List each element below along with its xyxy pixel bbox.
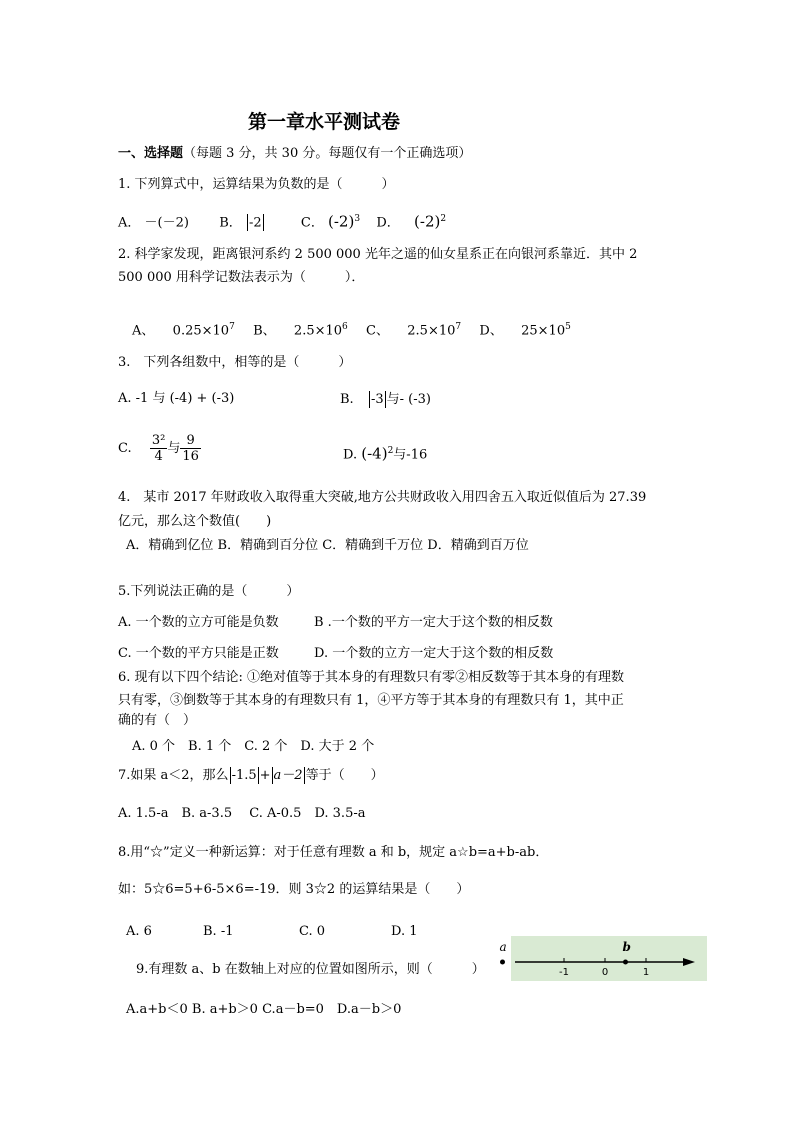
q8-c: C. 0 <box>299 924 326 939</box>
q2-d-label: D、 <box>479 323 503 339</box>
q3-b-rest: 与- (-3) <box>386 392 431 407</box>
q3-c-frac2 <box>180 433 201 464</box>
q3-a: A. -1 与 (-4) + (-3) <box>118 391 235 406</box>
point-b-label: b <box>622 940 631 954</box>
q3-c <box>118 432 201 466</box>
q3-b-abs: -3 <box>370 392 384 407</box>
q3-d <box>343 443 427 463</box>
q2-line1: 2. 科学家发现，距离银河系约 2 500 000 光年之遥的仙女星系正在向银河系靠近．其中 2 <box>118 247 638 262</box>
q7-abs1: -1.5 <box>231 768 257 783</box>
q1-a: －(－2) <box>144 215 189 231</box>
q6-line3: 确的有（ ） <box>118 713 197 728</box>
q4-line2: 亿元，那么这个数值( ) <box>118 514 272 529</box>
q7-options: A. 1.5-a B. a-3.5 C. A-0.5 D. 3.5-a <box>118 806 366 821</box>
q4-options: A．精确到亿位 B．精确到百分位 C．精确到千万位 D．精确到百万位 <box>126 538 529 553</box>
point-a-label: a <box>499 940 507 954</box>
q3-c-num: 3² <box>151 433 166 448</box>
number-line-ticks <box>559 958 649 978</box>
q5-d: D. 一个数的立方一定大于这个数的相反数 <box>314 646 554 661</box>
number-line-svg <box>499 936 707 981</box>
q1-d-label: D． <box>376 215 400 231</box>
q3-c-den2: 16 <box>182 449 199 464</box>
q2-options <box>132 319 571 339</box>
q1-a-label: A． <box>118 215 141 231</box>
q3-b-label: B. <box>340 392 354 407</box>
point-b-dot <box>623 960 628 965</box>
point-a-dot <box>500 960 505 965</box>
q2-c: 2.5×10 <box>407 323 456 339</box>
q2-d-exp: 5 <box>565 322 571 332</box>
q3-c-frac1 <box>150 433 167 464</box>
q3-d-rest: 与-16 <box>393 447 428 463</box>
q3-d-base: (-4) <box>361 444 388 463</box>
q2-d: 25×10 <box>521 323 566 339</box>
q1-b: -2 <box>248 215 262 231</box>
q8-b: B. -1 <box>203 924 234 939</box>
q9-options: A.a+b＜0 B. a+b＞0 C.a－b=0 D.a－b＞0 <box>126 1002 402 1017</box>
q3-d-exp: 2 <box>387 446 394 456</box>
q7-stem-b: 等于（ ） <box>305 768 384 783</box>
q7-stem-a: 7.如果 a＜2，那么 <box>118 768 229 783</box>
q2-a-label: A、 <box>132 323 155 339</box>
section-label: 一、选择题 <box>118 146 184 161</box>
q2-line2: 500 000 用科学记数法表示为（ ）． <box>118 270 365 285</box>
number-line-arrow <box>683 958 695 966</box>
section-note: （每题 3 分，共 30 分。每题仅有一个正确选项） <box>183 146 472 161</box>
q1-d: (-2) <box>414 212 441 231</box>
q9-stem: 9.有理数 a、b 在数轴上对应的位置如图所示，则（ ） <box>136 962 485 977</box>
q3-d-label: D. <box>343 447 358 463</box>
q1-c: (-2) <box>327 212 355 231</box>
number-line-figure <box>499 936 707 981</box>
q1-stem: 1. 下列算式中，运算结果为负数的是（ ） <box>118 177 395 192</box>
q3-c-label: C. <box>118 441 132 456</box>
q4-line1: 4. 某市 2017 年财政收入取得重大突破,地方公共财政收入用四舍五入取近似值后为 27.39 <box>118 490 647 505</box>
q1-b-label: B． <box>219 215 242 231</box>
q8-line2: 如：5☆6=5+6-5×6=-19．则 3☆2 的运算结果是（ ） <box>118 882 470 897</box>
tick-label-1: 0 <box>601 967 609 978</box>
q5-stem: 5.下列说法正确的是（ ） <box>118 584 300 599</box>
q1-options <box>118 211 446 231</box>
q2-c-exp: 7 <box>455 322 462 332</box>
q7-stem <box>118 767 384 784</box>
q2-c-label: C、 <box>366 323 389 339</box>
q6-line1: 6. 现有以下四个结论: ①绝对值等于其本身的有理数只有零②相反数等于其本身的有理数 <box>118 670 625 685</box>
q2-a-exp: 7 <box>229 322 235 332</box>
page-title: 第一章水平测试卷 <box>248 111 401 133</box>
q7-plus: + <box>259 768 271 783</box>
q1-c-label: C． <box>300 215 324 231</box>
q2-b: 2.5×10 <box>293 323 343 339</box>
section-heading <box>118 146 471 162</box>
q3-c-mid: 与 <box>167 441 181 456</box>
q2-a: 0.25×10 <box>172 323 230 339</box>
q3-b <box>340 391 431 408</box>
q5-b: B .一个数的平方一定大于这个数的相反数 <box>314 615 553 630</box>
q5-c: C. 一个数的平方只能是正数 <box>118 646 279 661</box>
q8-d: D. 1 <box>391 924 418 939</box>
q3-c-num2: 9 <box>180 433 201 449</box>
q2-b-label: B、 <box>253 323 276 339</box>
tick-label-2: 1 <box>642 967 650 978</box>
q3-c-den: 4 <box>154 449 163 464</box>
q6-line2: 只有零，③倒数等于其本身的有理数只有 1，④平方等于其本身的有理数只有 1，其中正 <box>118 693 624 708</box>
q5-a: A. 一个数的立方可能是负数 <box>118 615 279 630</box>
q1-c-exp: 3 <box>354 214 361 224</box>
q3-stem: 3. 下列各组数中，相等的是（ ） <box>118 355 352 370</box>
q8-a: A. 6 <box>126 924 152 939</box>
q1-d-exp: 2 <box>440 214 447 224</box>
tick-label-0: -1 <box>559 967 569 978</box>
q7-abs2: a－2 <box>273 768 303 783</box>
q8-line1: 8.用“☆”定义一种新运算：对于任意有理数 a 和 b，规定 a☆b=a+b-ab． <box>118 845 549 860</box>
q6-options: A. 0 个 B. 1 个 C. 2 个 D. 大于 2 个 <box>132 739 375 754</box>
q2-b-exp: 6 <box>342 322 348 332</box>
